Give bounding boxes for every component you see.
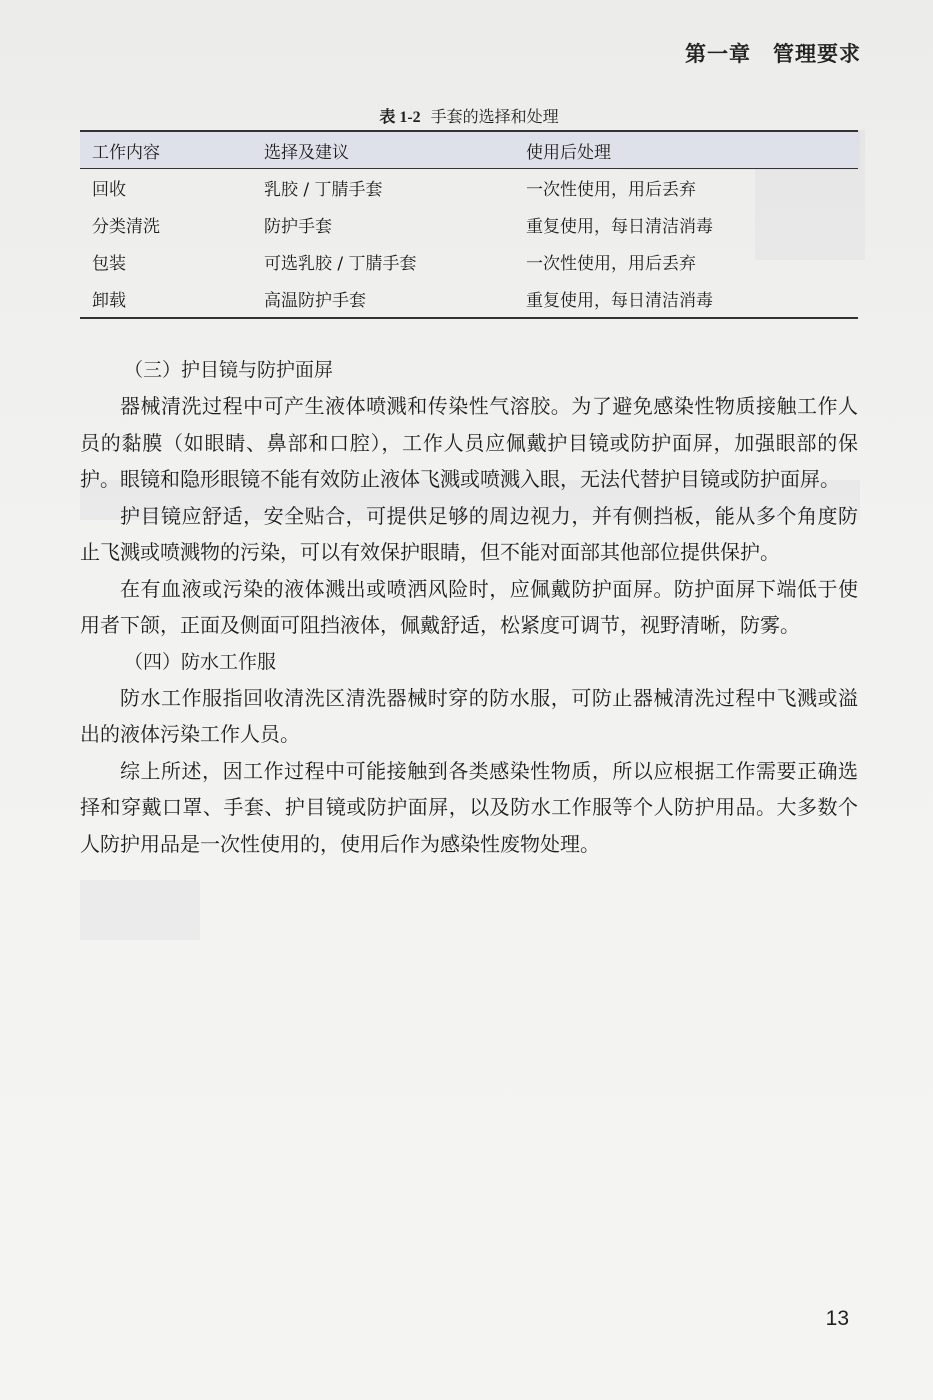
table-row	[80, 206, 858, 243]
body-text	[80, 352, 858, 862]
table-cell: 分类清洗	[92, 217, 160, 237]
column-header-after-use: 使用后处理	[514, 131, 858, 169]
paragraph: 护目镜应舒适，安全贴合，可提供足够的周边视力，并有侧挡板，能从多个角度防止飞溅或喷溅物的污染，可以有效保护眼睛，但不能对面部其他部位提供保护。	[80, 503, 858, 564]
table-cell: 回收	[92, 180, 126, 200]
table-cell: 一次性使用，用后丢弃	[526, 254, 696, 274]
table-cell: 乳胶 / 丁腈手套	[264, 180, 383, 200]
table-header-row	[80, 131, 858, 169]
page-number: 13	[825, 1307, 849, 1330]
table-cell: 卸载	[92, 291, 126, 311]
glove-table	[80, 130, 858, 319]
paragraph: 器械清洗过程中可产生液体喷溅和传染性气溶胶。为了避免感染性物质接触工作人员的黏膜（如眼睛、鼻部和口腔），工作人员应佩戴护目镜或防护面屏，加强眼部的保护。眼镜和隐形眼镜不能有效防止液体飞溅或喷溅入眼，无法代替护目镜或防护面屏。	[80, 394, 858, 491]
table-cell: 包装	[92, 254, 126, 274]
paragraph: 综上所述，因工作过程中可能接触到各类感染性物质，所以应根据工作需要正确选择和穿戴口罩、手套、护目镜或防护面屏，以及防水工作服等个人防护用品。大多数个人防护用品是一次性使用的，使用后作为感染性废物处理。	[80, 758, 858, 856]
paragraph: 在有血液或污染的液体溅出或喷洒风险时，应佩戴防护面屏。防护面屏下端低于使用者下颌，正面及侧面可阻挡液体，佩戴舒适，松紧度可调节，视野清晰，防雾。	[80, 576, 858, 637]
table-cell: 重复使用，每日清洁消毒	[526, 217, 713, 237]
column-header-choice: 选择及建议	[252, 131, 514, 169]
table-row	[80, 280, 858, 318]
bleed-through-band	[80, 880, 200, 940]
table-cell: 重复使用，每日清洁消毒	[526, 291, 713, 311]
table-cell: 可选乳胶 / 丁腈手套	[264, 254, 417, 274]
table-cell: 防护手套	[264, 217, 332, 237]
section-heading-goggles: （三）护目镜与防护面屏	[124, 359, 334, 381]
table-caption	[80, 104, 858, 127]
section-heading-waterproof: （四）防水工作服	[124, 650, 277, 673]
running-header: 第一章 管理要求	[685, 41, 861, 66]
column-header-work: 工作内容	[80, 131, 252, 169]
paragraph: 防水工作服指回收清洗区清洗器械时穿的防水服，可防止器械清洗过程中飞溅或溢出的液体污染工作人员。	[80, 685, 858, 746]
table-row	[80, 169, 858, 207]
table-caption-title: 手套的选择和处理	[430, 107, 559, 126]
table-cell: 高温防护手套	[264, 291, 366, 311]
table-caption-number: 表 1-2	[379, 109, 421, 126]
table-cell: 一次性使用，用后丢弃	[526, 180, 696, 200]
table-row	[80, 243, 858, 280]
